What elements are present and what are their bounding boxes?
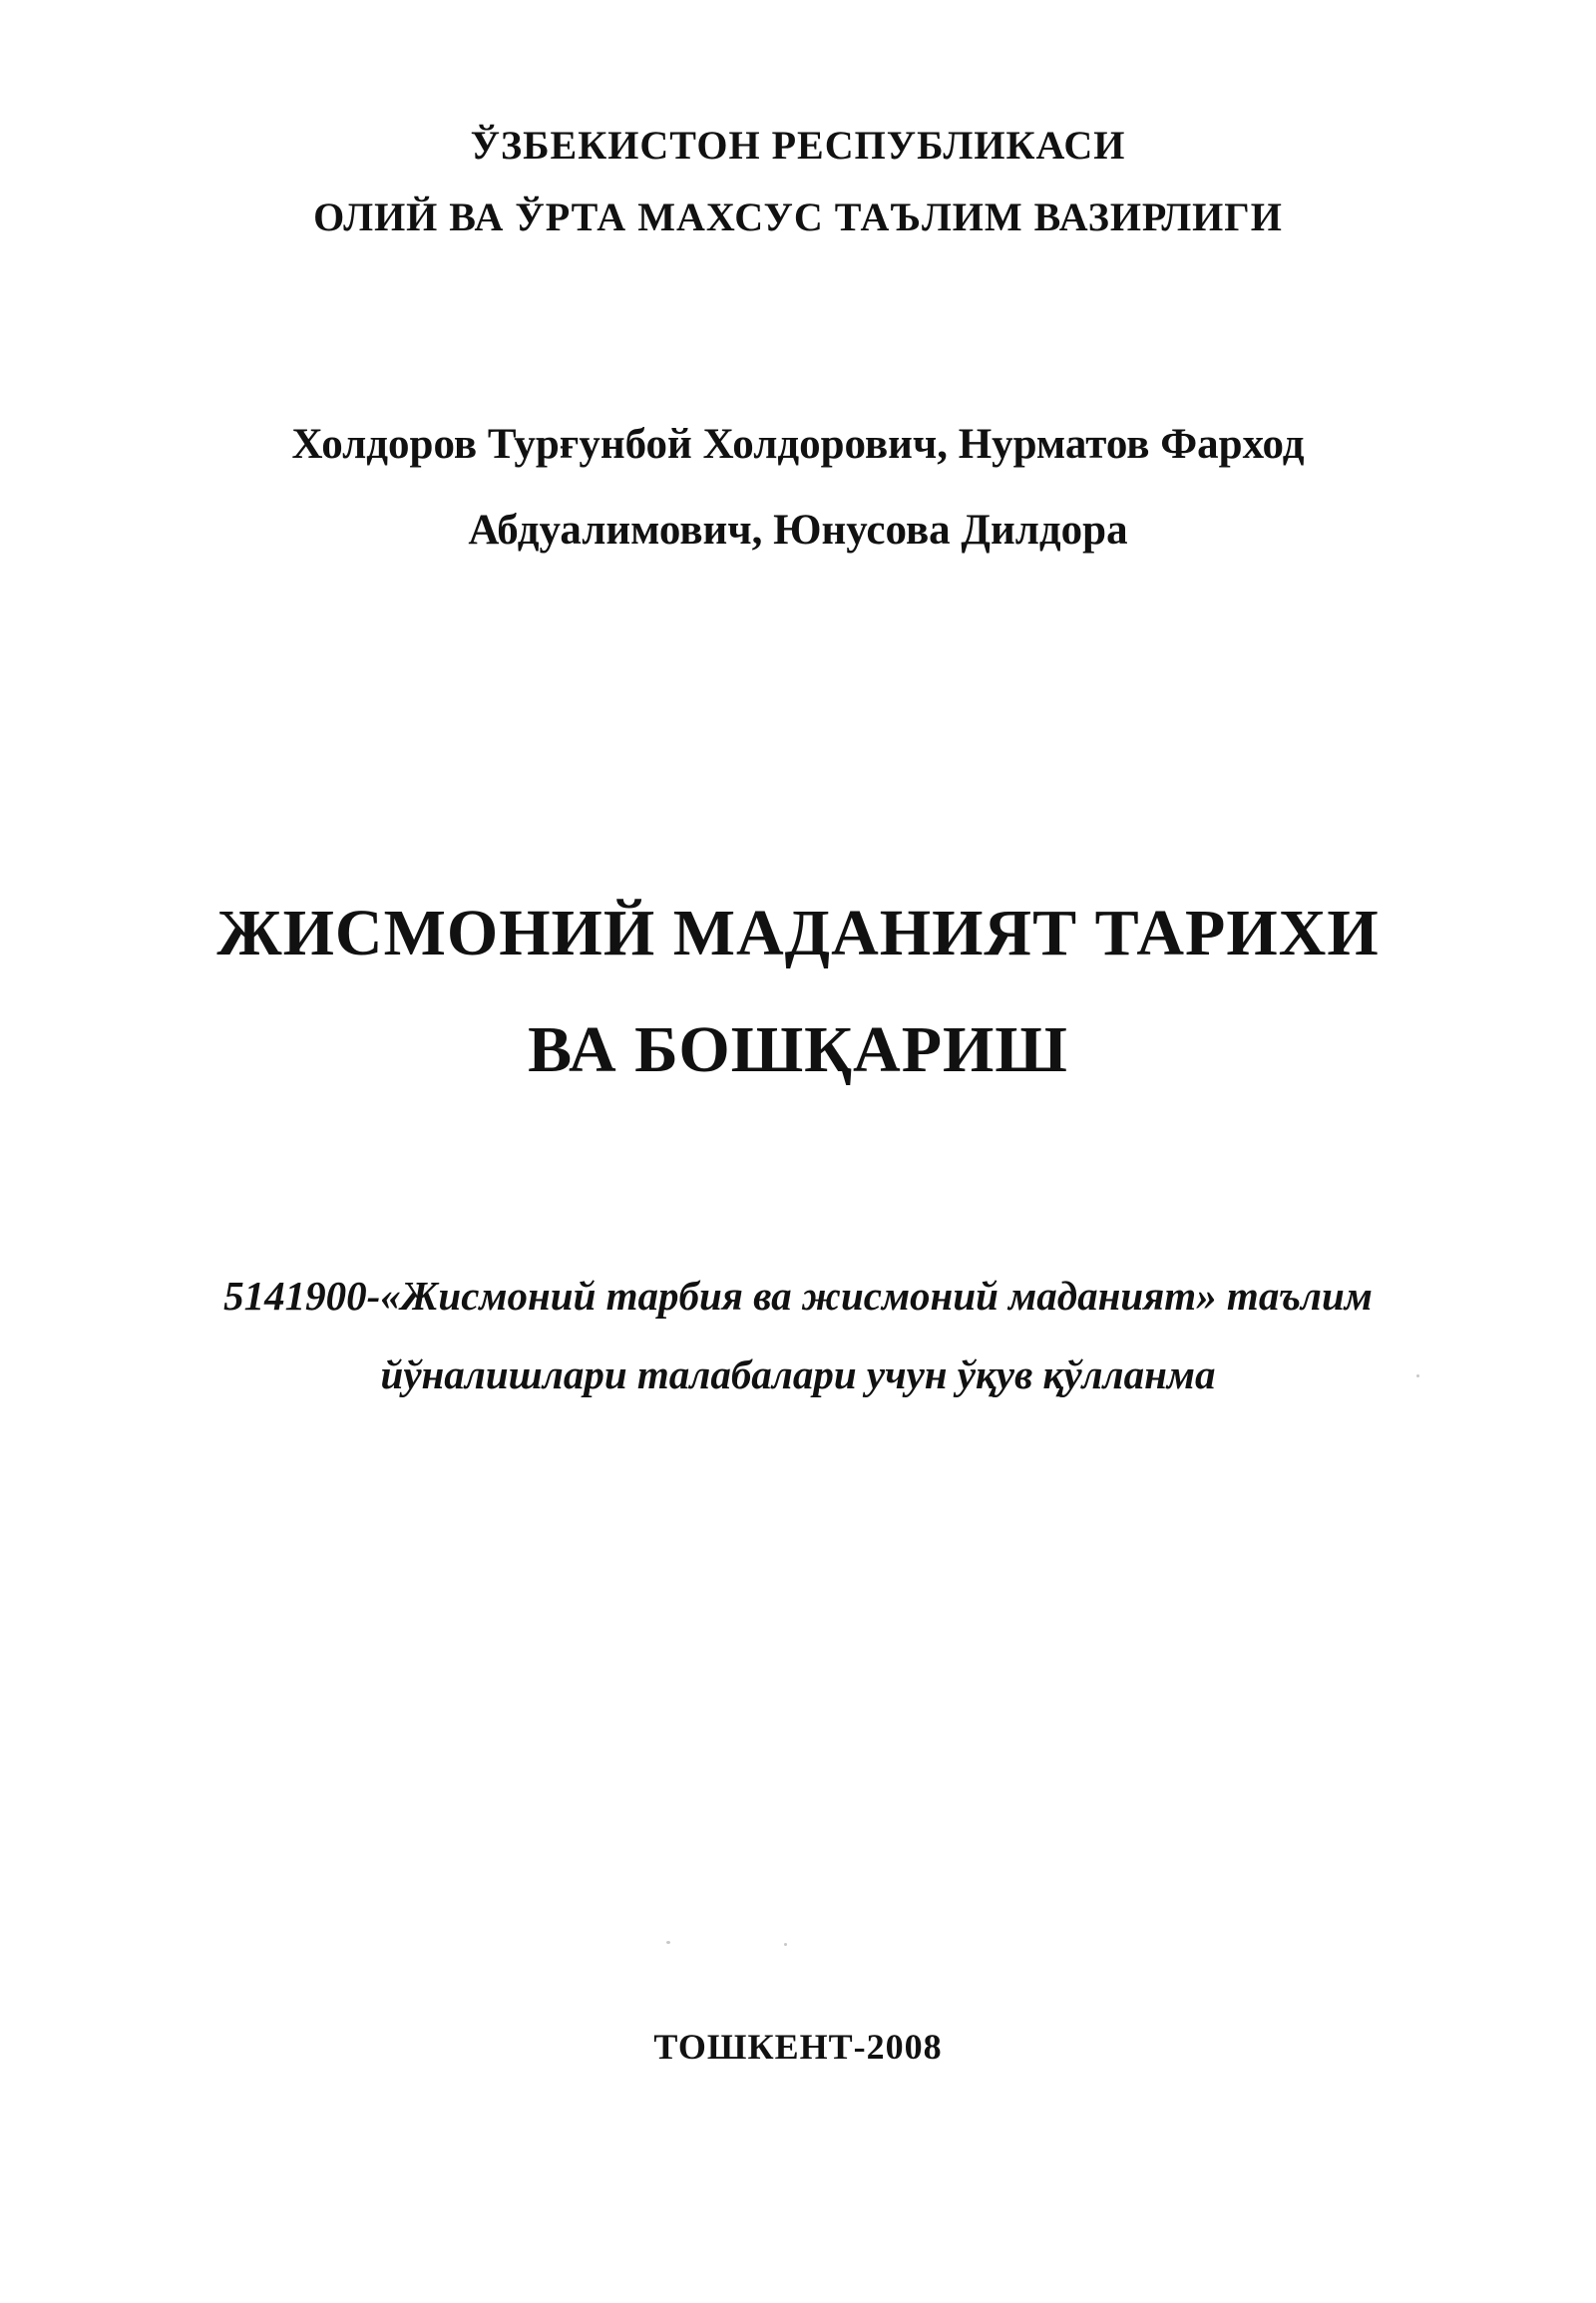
book-title-line-1: ЖИСМОНИЙ МАДАНИЯТ ТАРИХИ	[216, 897, 1380, 969]
scan-speck	[784, 1943, 787, 1946]
ministry-name-line: ОЛИЙ ВА ЎРТА МАХСУС ТАЪЛИМ ВАЗИРЛИГИ	[313, 194, 1283, 239]
city-year: ТОШКЕНТ-2008	[653, 2027, 943, 2067]
scan-speck	[1416, 1374, 1419, 1377]
scan-speck	[666, 1941, 670, 1944]
authors-line-1: Холдоров Турғунбой Холдорович, Нурматов Фарход	[291, 421, 1305, 468]
subtitle-line-1: 5141900-«Жисмоний тарбия ва жисмоний маданият» таълим	[223, 1273, 1373, 1319]
authors-line-2: Абдуалимович, Юнусова Дилдора	[468, 507, 1128, 554]
book-title-line-2: ВА БОШҚАРИШ	[528, 1013, 1068, 1086]
ministry-country-line: ЎЗБЕКИСТОН РЕСПУБЛИКАСИ	[470, 123, 1126, 168]
subtitle-line-2: йўналишлари талабалари учун ўқув қўлланма	[380, 1351, 1216, 1397]
